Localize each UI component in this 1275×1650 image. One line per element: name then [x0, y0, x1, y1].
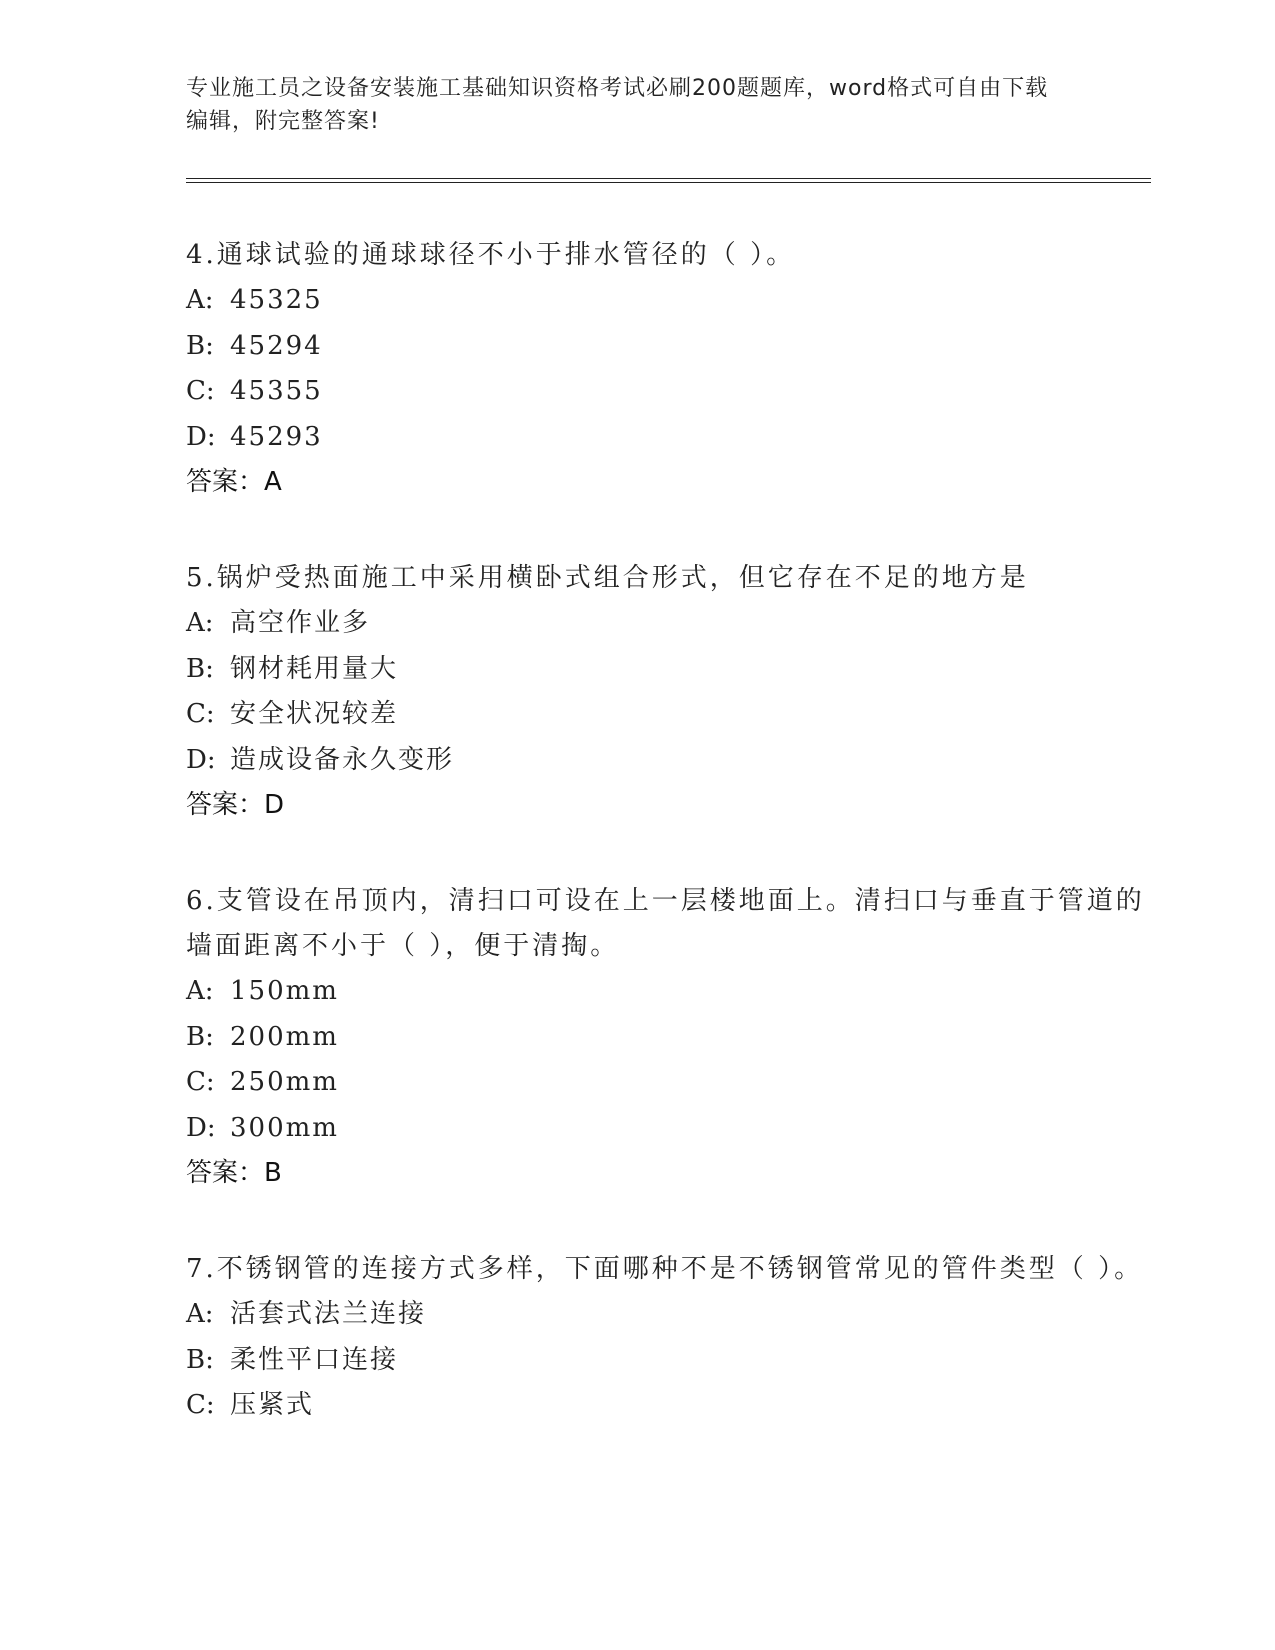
option-letter: A:: [186, 285, 214, 315]
option-text: 压紧式: [230, 1390, 315, 1420]
option-a: [186, 969, 1151, 1015]
option-b: [186, 647, 1151, 693]
option-text: 300mm: [230, 1112, 339, 1143]
option-c: [186, 1060, 1151, 1106]
option-letter: B:: [186, 330, 214, 361]
question-5: [186, 556, 1151, 827]
option-letter: A:: [186, 976, 214, 1006]
option-text: 45294: [230, 330, 323, 361]
option-letter: C:: [186, 1067, 215, 1097]
option-letter: C:: [186, 1390, 215, 1420]
option-d: [186, 415, 1151, 461]
option-letter: C:: [186, 376, 215, 406]
option-letter: C:: [186, 699, 215, 729]
option-letter: A:: [186, 1299, 214, 1329]
question-stem: 4.通球试验的通球球径不小于排水管径的（ ）。: [186, 240, 796, 270]
option-b: [186, 1015, 1151, 1061]
answer-label: 答案：: [186, 1158, 265, 1188]
option-letter: D:: [186, 421, 216, 452]
option-letter: D:: [186, 1112, 216, 1143]
question-6: [186, 879, 1151, 1195]
option-a: [186, 278, 1151, 324]
answer-line: [186, 1151, 1151, 1195]
question-4: [186, 233, 1151, 504]
option-text: 活套式法兰连接: [230, 1299, 427, 1329]
answer-label: 答案：: [186, 790, 265, 820]
answer-value: A: [264, 467, 282, 497]
answer-value: B: [264, 1158, 282, 1188]
option-b: [186, 324, 1151, 370]
option-letter: B:: [186, 1021, 214, 1052]
option-text: 钢材耗用量大: [230, 653, 399, 684]
answer-label: 答案：: [186, 467, 265, 497]
answer-value: D: [264, 790, 285, 820]
option-text: 安全状况较差: [230, 699, 399, 729]
option-b: [186, 1338, 1151, 1384]
answer-line: [186, 460, 1151, 504]
option-a: [186, 601, 1151, 647]
question-list: [186, 233, 1151, 1481]
header-divider: [186, 178, 1151, 183]
option-text: 柔性平口连接: [230, 1344, 399, 1375]
option-letter: B:: [186, 653, 214, 684]
option-text: 45355: [230, 376, 323, 406]
document-title: 专业施工员之设备安装施工基础知识资格考试必刷200题题库，word格式可自由下载编辑，附完整答案!: [186, 76, 1049, 134]
option-letter: D:: [186, 744, 216, 775]
question-stem: 6.支管设在吊顶内，清扫口可设在上一层楼地面上。清扫口与垂直于管道的墙面距离不小于（ ），便于清掏。: [186, 886, 1145, 961]
option-text: 45293: [230, 421, 323, 452]
option-c: [186, 692, 1151, 738]
question-stem: 7.不锈钢管的连接方式多样，下面哪种不是不锈钢管常见的管件类型（ ）。: [186, 1254, 1144, 1284]
option-a: [186, 1292, 1151, 1338]
option-c: [186, 369, 1151, 415]
option-text: 造成设备永久变形: [230, 744, 455, 775]
option-c: [186, 1383, 1151, 1429]
option-letter: A:: [186, 608, 214, 638]
option-text: 150mm: [230, 976, 339, 1006]
question-stem: 5.锅炉受热面施工中采用横卧式组合形式，但它存在不足的地方是: [186, 563, 1029, 593]
option-text: 高空作业多: [230, 608, 371, 638]
option-d: [186, 1106, 1151, 1152]
answer-line: [186, 783, 1151, 827]
option-text: 250mm: [230, 1067, 339, 1097]
option-d: [186, 738, 1151, 784]
option-text: 200mm: [230, 1021, 339, 1052]
option-text: 45325: [230, 285, 323, 315]
option-letter: B:: [186, 1344, 214, 1375]
question-7: [186, 1247, 1151, 1429]
